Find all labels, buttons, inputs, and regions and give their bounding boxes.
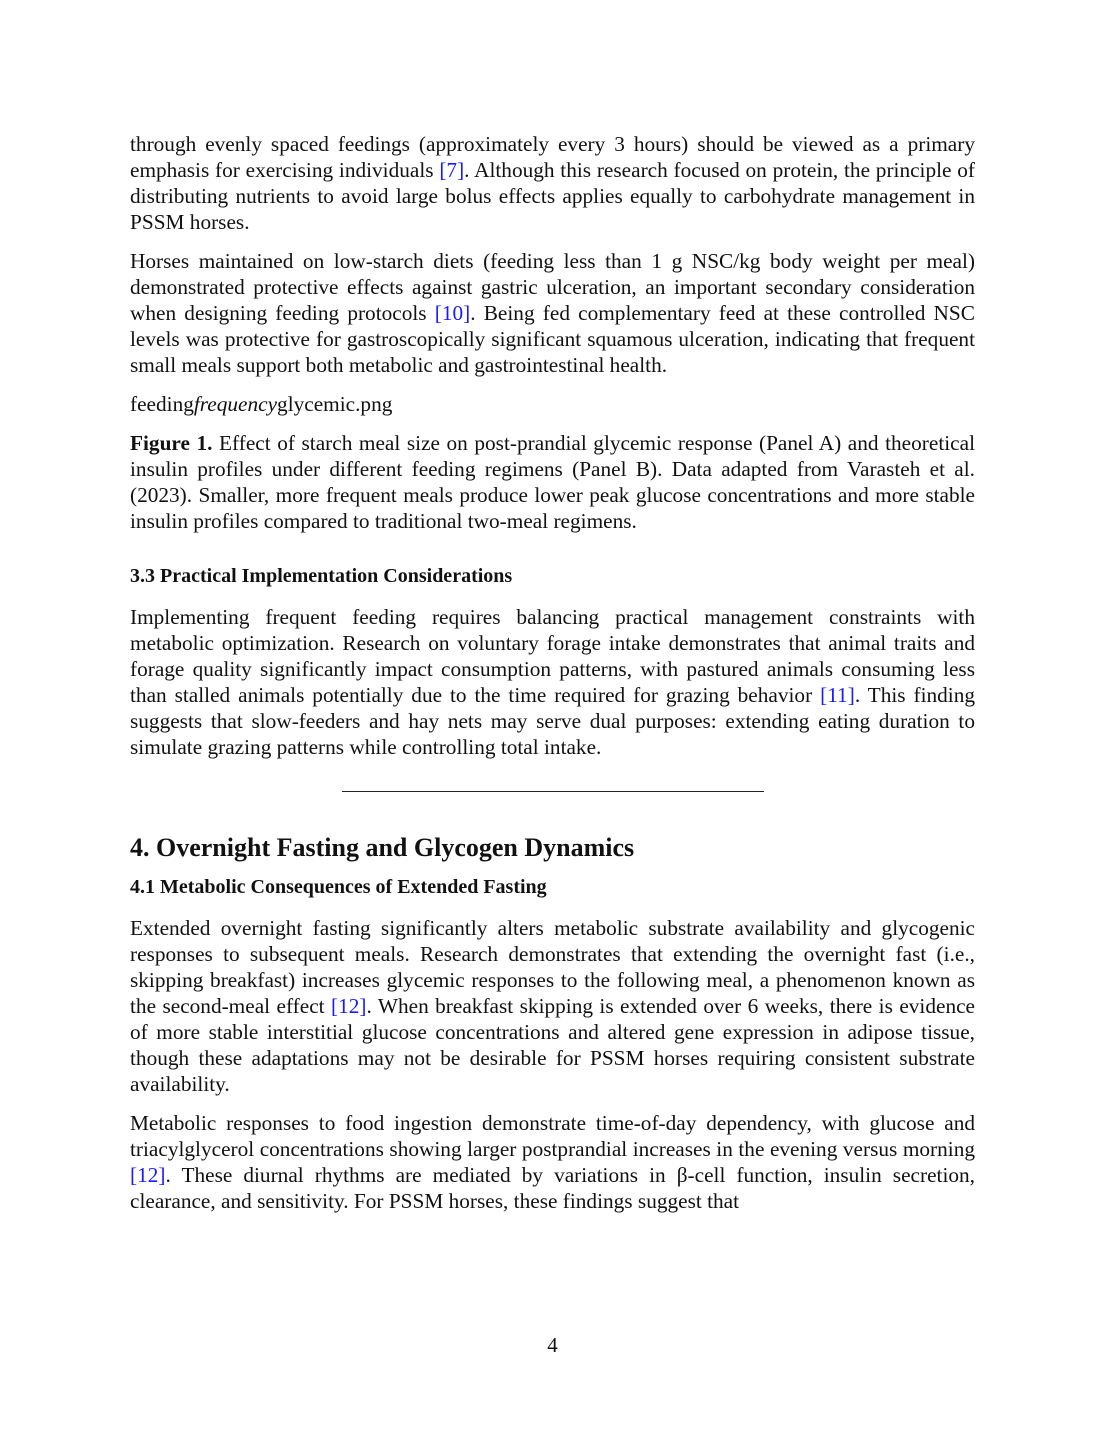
paragraph-practical-implementation: Implementing frequent feeding requires balancing practical management constraints with metabolic optimization. Research on voluntary forage intake demonstrates that animal traits and forage quality significantly impact consumption patterns, with pastured animals consuming less than stalled animals potentially due to the time required for grazing behavior [11]. This finding suggests that slow-feeders and hay nets may serve dual purposes: extending eating duration to simulate grazing patterns while controlling total intake. [130, 605, 975, 759]
section-heading-3-3: 3.3 Practical Implementation Considerations [130, 565, 513, 587]
figure-caption: Figure 1. Effect of starch meal size on post-prandial glycemic response (Panel A) and theoretical insulin profiles under different feeding regimens (Panel B). Data adapted from Varasteh et al. (2023). Smaller, more frequent meals produce lower peak glucose concentrations and more stable insulin profiles compared to traditional two-meal regimens. [130, 431, 975, 533]
section-divider [342, 791, 764, 792]
paragraph-low-starch: Horses maintained on low-starch diets (feeding less than 1 g NSC/kg body weight per meal) demonstrated protective effects against gastric ulceration, an important secondary consideration when designing feeding protocols [10]. Being fed complementary feed at these controlled NSC levels was protective for gastroscopically significant squamous ulceration, indicating that frequent small meals support both metabolic and gastrointestinal health. [130, 249, 975, 377]
figure-label: Figure 1. [130, 431, 213, 455]
paragraph-diurnal-rhythms: Metabolic responses to food ingestion demonstrate time-of-day dependency, with glucose and triacylglycerol concentrations showing larger postprandial increases in the evening versus morning [12]. These diurnal rhythms are mediated by variations in β-cell function, insulin secretion, clearance, and sensitivity. For PSSM horses, these findings suggest that [130, 1111, 975, 1213]
section-heading-4-1: 4.1 Metabolic Consequences of Extended Fasting [130, 876, 547, 898]
page-number: 4 [547, 1333, 558, 1357]
citation-link-10[interactable]: [10] [434, 301, 471, 325]
paragraph-extended-fasting: Extended overnight fasting significantly alters metabolic substrate availability and glycogenic responses to subsequent meals. Research demonstrates that extending the overnight fast (i.e., skipping breakfast) increases glycemic responses to the following meal, a phenomenon known as the second-meal effect [12]. When breakfast skipping is extended over 6 weeks, there is evidence of more stable interstitial glucose concentrations and altered gene expression in adipose tissue, though these adaptations may not be desirable for PSSM horses requiring consistent substrate availability. [130, 916, 975, 1096]
figure-filename: feedingfrequencyglycemic.png [130, 392, 393, 416]
citation-link-11[interactable]: [11] [820, 683, 855, 707]
citation-link-12b[interactable]: [12] [130, 1163, 166, 1187]
page-body [130, 131, 975, 1227]
section-heading-4: 4. Overnight Fasting and Glycogen Dynamics [130, 833, 635, 862]
citation-link-12[interactable]: [12] [331, 994, 367, 1018]
citation-link-7[interactable]: [7] [439, 158, 465, 182]
paragraph-feeding-spacing: through evenly spaced feedings (approximately every 3 hours) should be viewed as a primary emphasis for exercising individuals [7]. Although this research focused on protein, the principle of distributing nutrients to avoid large bolus effects applies equally to carbohydrate management in PSSM horses. [130, 132, 975, 234]
